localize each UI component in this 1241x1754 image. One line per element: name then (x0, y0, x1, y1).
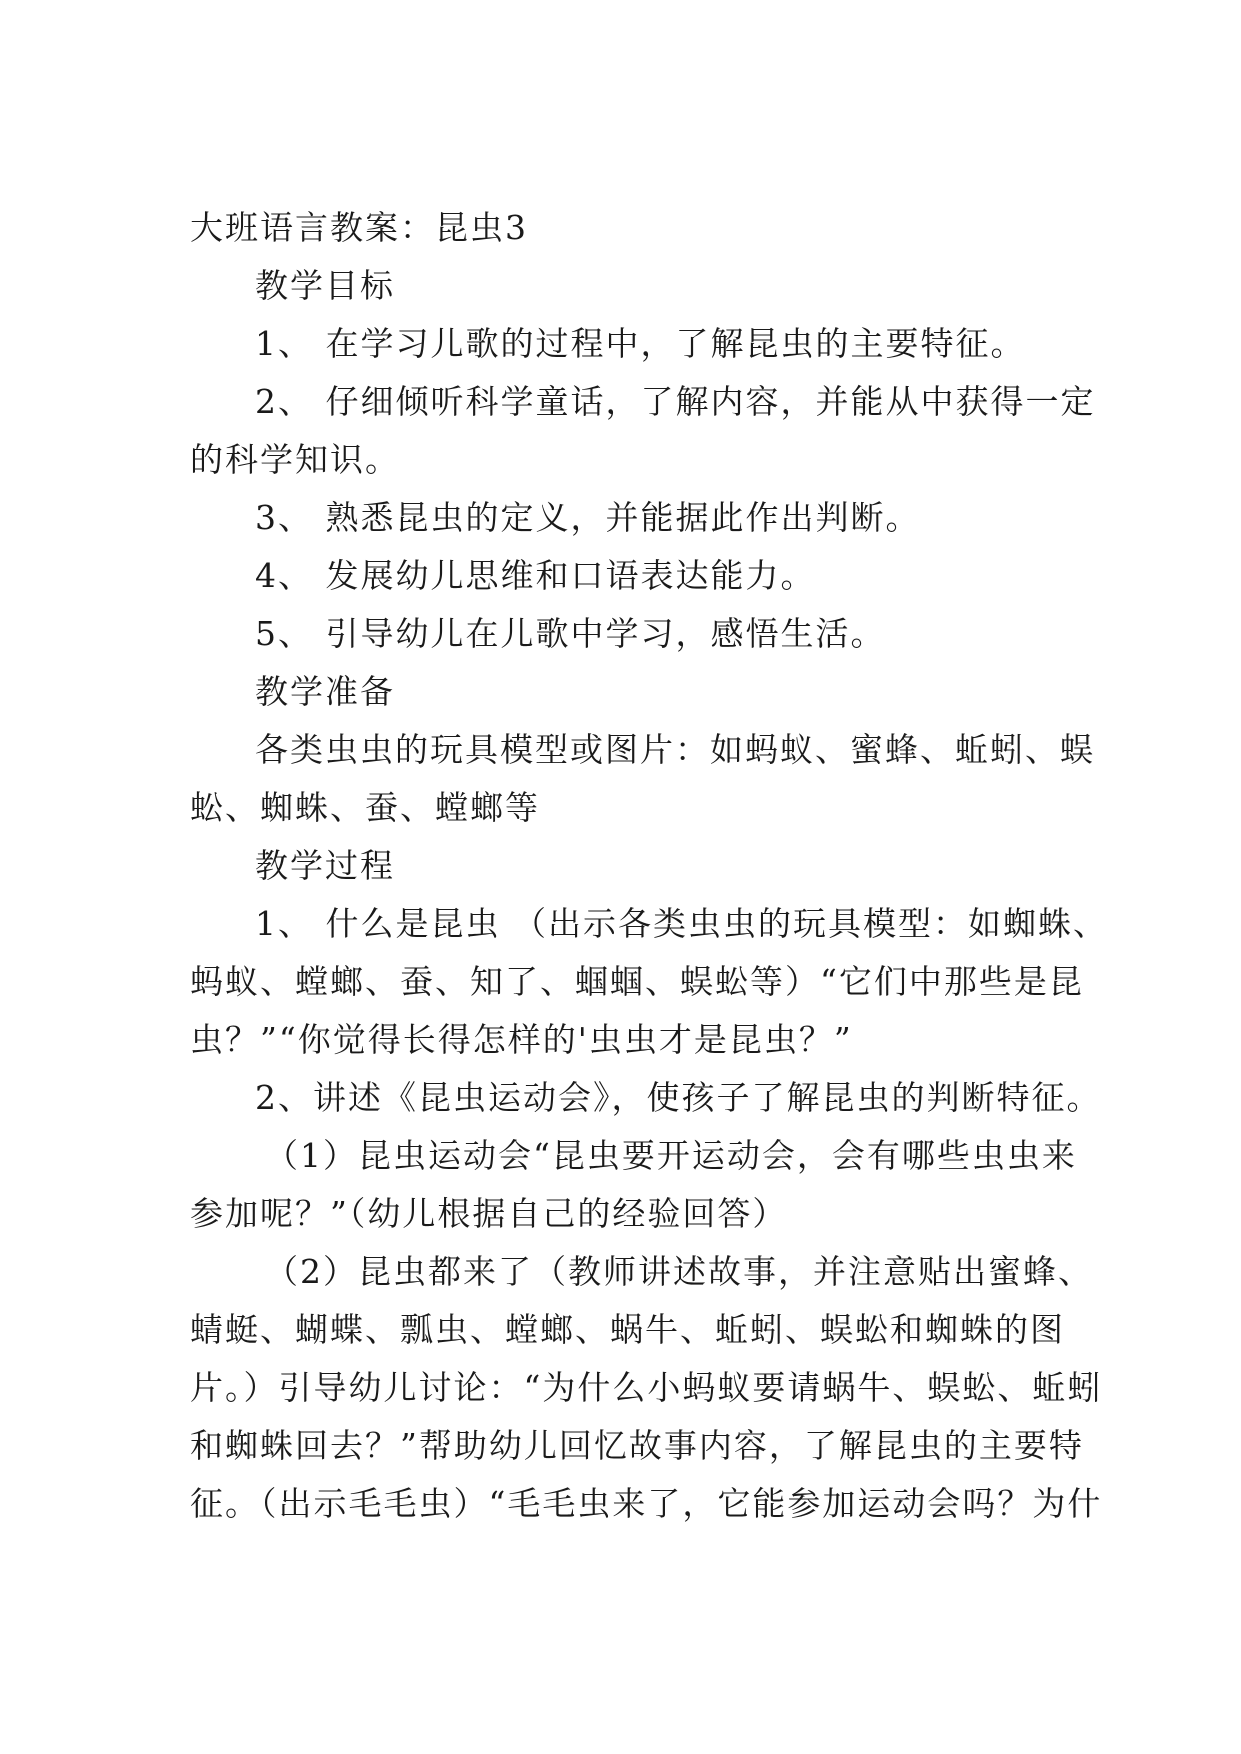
process-step-1: 1、 什么是昆虫 （出示各类虫虫的玩具模型：如蜘蛛、 (255, 904, 1108, 943)
goal-item-5: 5、 引导幼儿在儿歌中学习，感悟生活。 (255, 614, 886, 653)
goal-item-3: 3、 熟悉昆虫的定义，并能据此作出判断。 (255, 498, 921, 537)
process-substep-1-cont: 参加呢？”（幼儿根据自己的经验回答） (190, 1194, 788, 1233)
goal-item-2-cont: 的科学知识。 (190, 440, 400, 479)
process-substep-2-cont: 蜻蜓、蝴蝶、瓢虫、螳螂、蜗牛、蚯蚓、蜈蚣和蜘蛛的图 (190, 1310, 1065, 1349)
process-step-1-cont: 虫？”“你觉得长得怎样的'虫虫才是昆虫？” (190, 1020, 853, 1059)
prep-text: 各类虫虫的玩具模型或图片：如蚂蚁、蜜蜂、蚯蚓、蜈 (255, 730, 1095, 769)
process-substep-1: （1）昆虫运动会“昆虫要开运动会，会有哪些虫虫来 (265, 1136, 1077, 1175)
goal-item-1: 1、 在学习儿歌的过程中，了解昆虫的主要特征。 (255, 324, 1026, 363)
process-substep-2-cont: 和蜘蛛回去？”帮助幼儿回忆故事内容，了解昆虫的主要特 (190, 1426, 1084, 1465)
process-substep-2-cont: 片。）引导幼儿讨论：“为什么小蚂蚁要请蜗牛、蜈蚣、蚯蚓 (190, 1368, 1103, 1407)
goal-item-2: 2、 仔细倾听科学童话，了解内容，并能从中获得一定 (255, 382, 1096, 421)
section-heading-process: 教学过程 (255, 846, 395, 885)
prep-text-cont: 蚣、蜘蛛、蚕、螳螂等 (190, 788, 540, 827)
section-heading-goals: 教学目标 (255, 266, 395, 305)
process-substep-2-cont: 征。（出示毛毛虫）“毛毛虫来了，它能参加运动会吗？为什 (190, 1484, 1103, 1523)
goal-item-4: 4、 发展幼儿思维和口语表达能力。 (255, 556, 816, 595)
process-step-1-cont: 蚂蚁、螳螂、蚕、知了、蝈蝈、蜈蚣等）“它们中那些是昆 (190, 962, 1084, 1001)
section-heading-prep: 教学准备 (255, 672, 395, 711)
document-title: 大班语言教案：昆虫3 (190, 208, 528, 247)
process-substep-2: （2）昆虫都来了（教师讲述故事，并注意贴出蜜蜂、 (265, 1252, 1093, 1291)
process-step-2: 2、讲述《昆虫运动会》，使孩子了解昆虫的判断特征。 (255, 1078, 1102, 1117)
